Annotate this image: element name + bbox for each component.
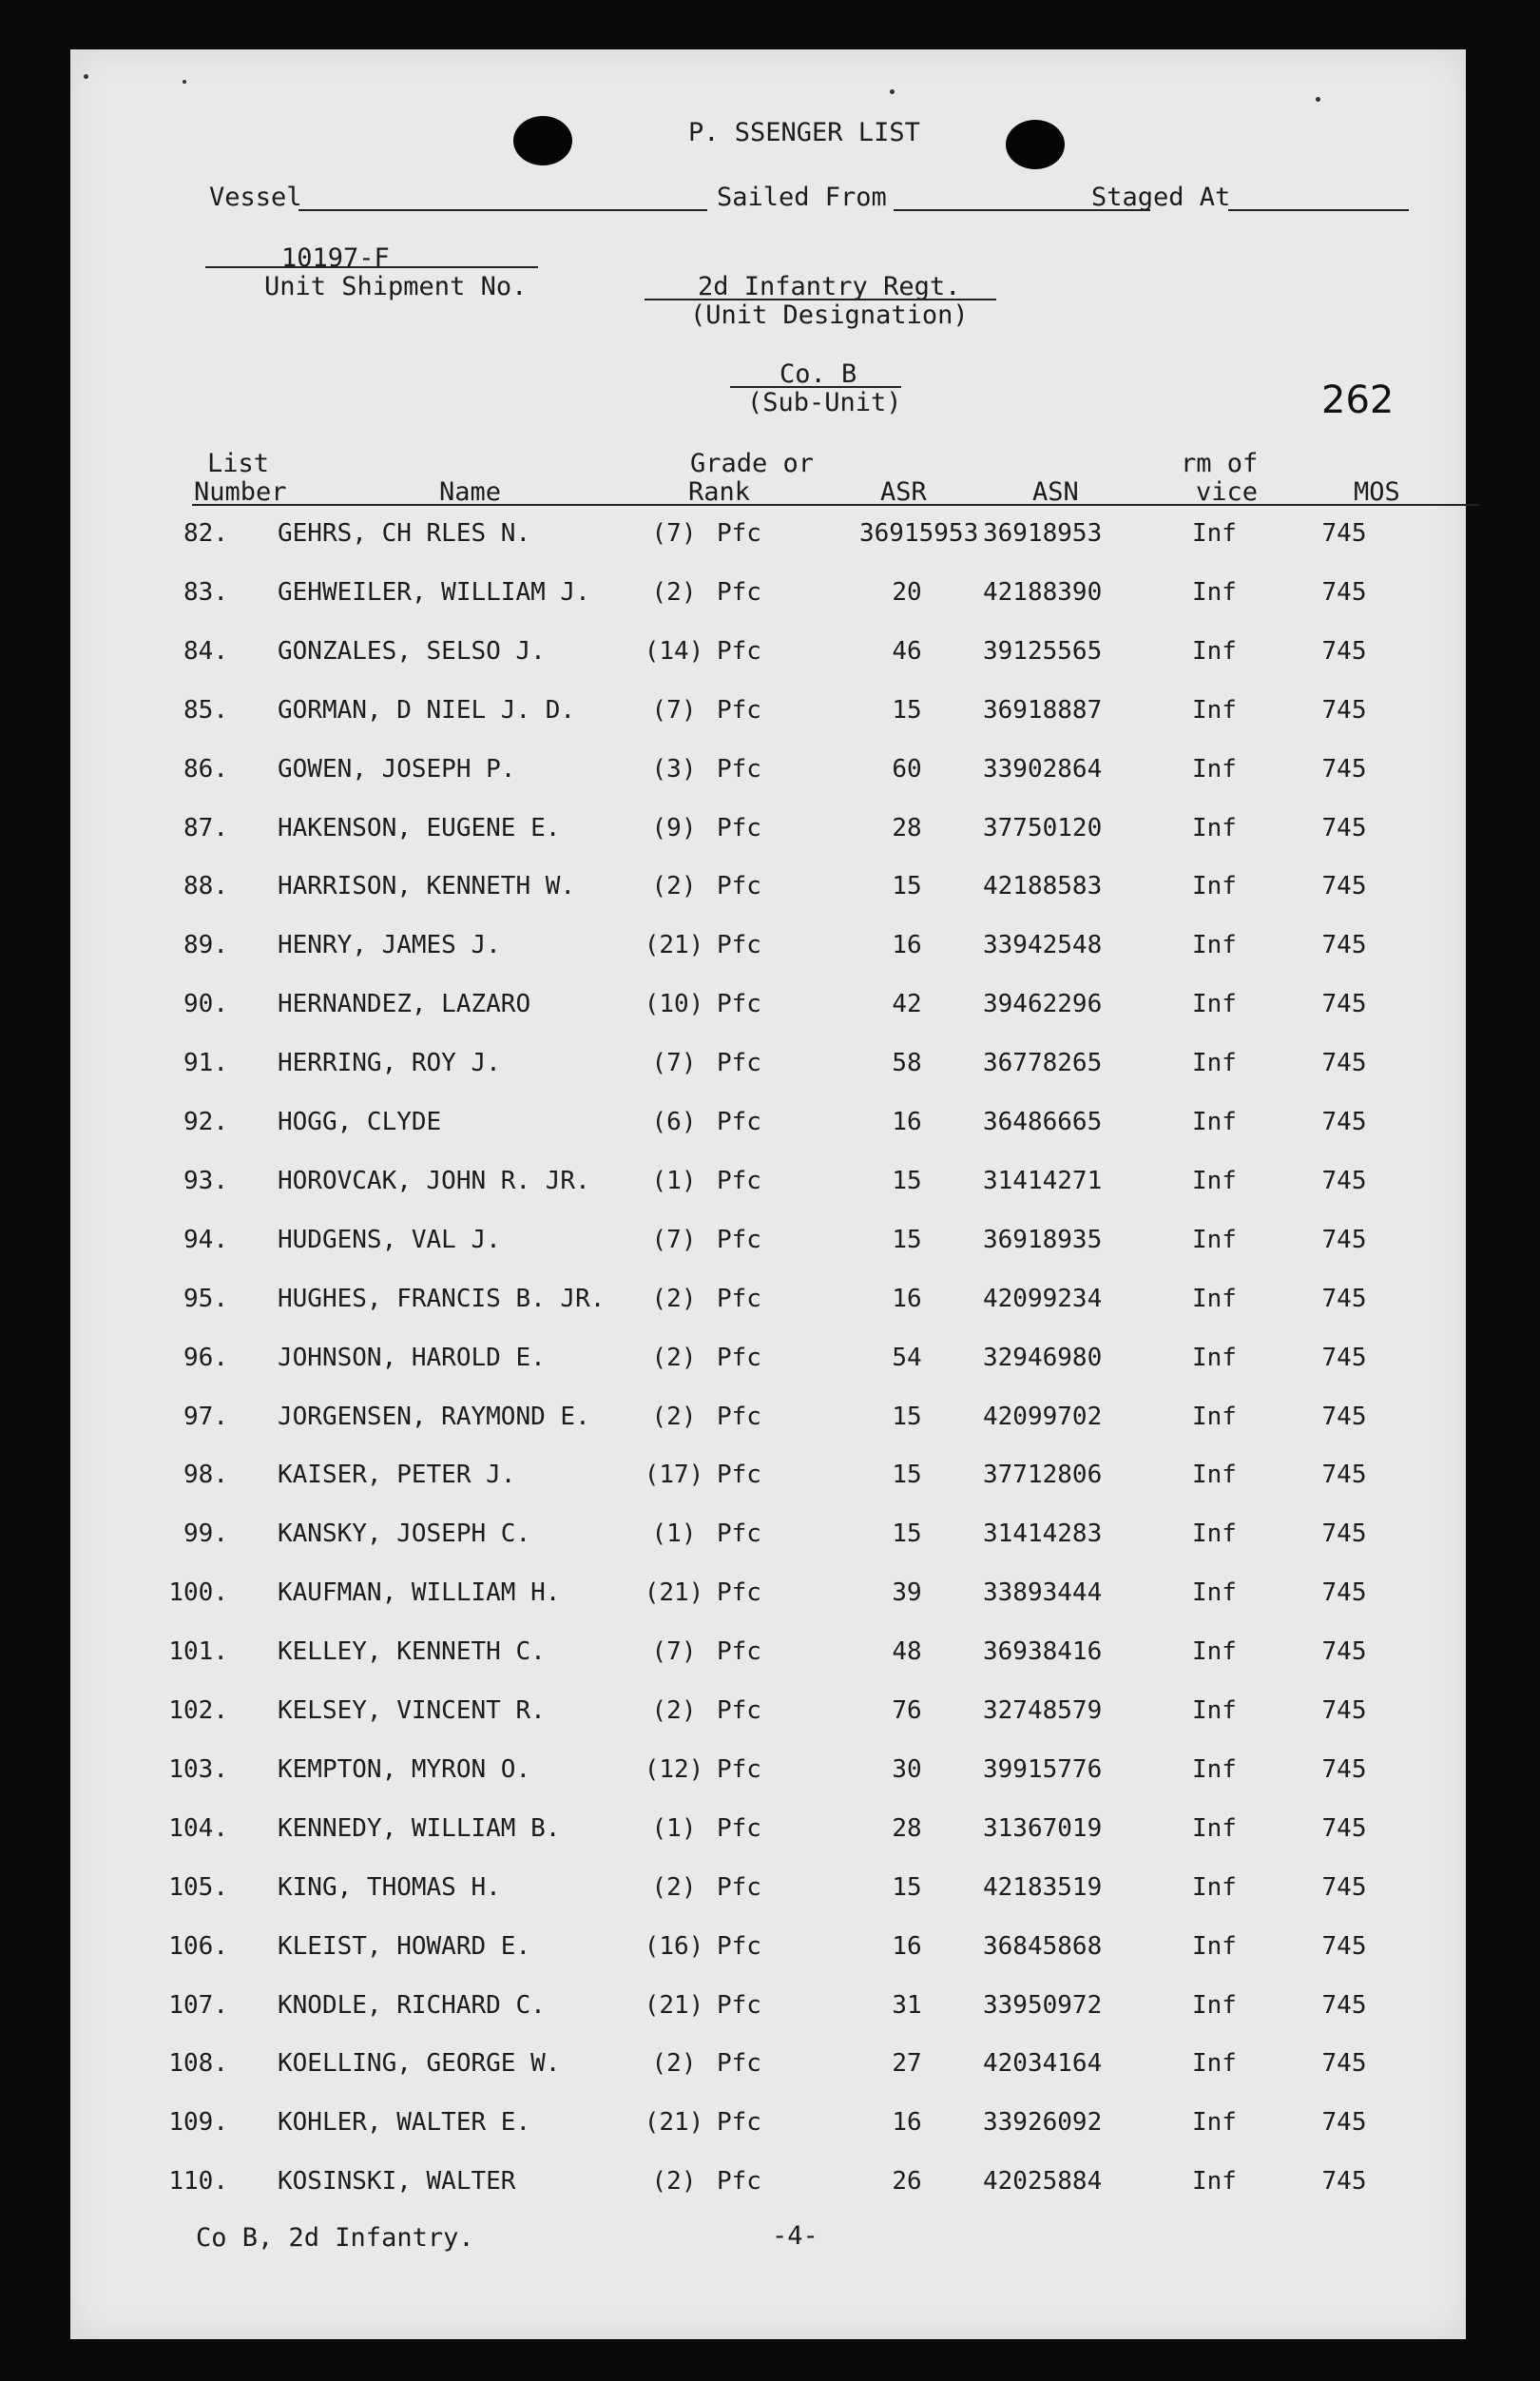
row-rank: Pfc (717, 1578, 761, 1608)
row-grade: (1) (651, 1813, 697, 1843)
row-number: 107. (168, 1990, 228, 2020)
row-number: 82. (183, 519, 228, 548)
row-mos: 745 (1321, 931, 1367, 960)
row-rank: Pfc (717, 1696, 761, 1725)
row-grade: (12) (644, 1754, 704, 1784)
row-rank: Pfc (717, 1872, 761, 1902)
row-mos: 745 (1321, 1461, 1367, 1490)
row-grade: (2) (651, 1696, 697, 1725)
row-asr: 30 (892, 1754, 922, 1784)
row-rank: Pfc (717, 577, 761, 607)
table-row (70, 1226, 1466, 1285)
col-list-number-2: Number (194, 477, 287, 507)
col-grade-1: Grade or (690, 449, 815, 478)
row-mos: 745 (1321, 990, 1367, 1019)
row-name: GEHWEILER, WILLIAM J. (278, 577, 590, 607)
sailed-from-label: Sailed From (717, 183, 887, 212)
unit-designation-label: (Unit Designation) (690, 300, 969, 330)
row-grade: (2) (651, 1284, 697, 1313)
row-asn: 42099234 (983, 1284, 1103, 1313)
row-grade: (2) (651, 577, 697, 607)
row-arm: Inf (1192, 1637, 1237, 1667)
row-asn: 33926092 (983, 2108, 1103, 2138)
row-number: 106. (168, 1931, 228, 1961)
row-arm: Inf (1192, 1813, 1237, 1843)
col-mos: MOS (1354, 477, 1400, 507)
row-asn: 37712806 (983, 1461, 1103, 1490)
row-mos: 745 (1321, 1754, 1367, 1784)
row-grade: (1) (651, 1166, 697, 1195)
row-mos: 745 (1321, 1578, 1367, 1608)
row-arm: Inf (1192, 813, 1237, 842)
row-name: HENRY, JAMES J. (278, 931, 501, 960)
row-arm: Inf (1192, 2167, 1237, 2197)
row-asn: 33893444 (983, 1578, 1103, 1608)
row-asr: 16 (892, 1108, 922, 1136)
table-row (70, 696, 1466, 755)
row-rank: Pfc (717, 2049, 761, 2079)
table-row (70, 1167, 1466, 1226)
row-grade: (21) (644, 931, 704, 960)
row-number: 85. (183, 695, 228, 725)
row-asn: 39915776 (983, 1754, 1103, 1784)
row-number: 103. (168, 1754, 228, 1784)
table-row (70, 519, 1466, 578)
row-grade: (2) (651, 2049, 697, 2079)
row-name: HOROVCAK, JOHN R. JR. (278, 1166, 590, 1195)
speck (183, 80, 186, 84)
row-arm: Inf (1192, 1520, 1237, 1549)
row-number: 109. (168, 2108, 228, 2138)
row-number: 110. (168, 2167, 228, 2197)
row-asn: 36918953 (983, 519, 1103, 548)
table-row (70, 1520, 1466, 1578)
row-rank: Pfc (717, 519, 761, 548)
row-mos: 745 (1321, 1813, 1367, 1843)
row-grade: (7) (651, 1637, 697, 1667)
row-grade: (7) (651, 1225, 697, 1254)
table-row (70, 1755, 1466, 1814)
row-mos: 745 (1321, 2108, 1367, 2138)
row-name: KOELLING, GEORGE W. (278, 2049, 561, 2079)
row-asn: 39125565 (983, 636, 1103, 666)
shipment-label: Unit Shipment No. (264, 272, 528, 301)
row-asr: 15 (892, 695, 922, 725)
row-asr: 27 (892, 2049, 922, 2079)
row-number: 104. (168, 1813, 228, 1843)
table-row (70, 2167, 1466, 2226)
table-row (70, 1991, 1466, 2050)
col-asn: ASN (1032, 477, 1079, 507)
shipment-line (205, 266, 538, 268)
row-mos: 745 (1321, 2167, 1367, 2197)
row-asr: 48 (892, 1637, 922, 1667)
row-number: 96. (183, 1343, 228, 1372)
row-asn: 42034164 (983, 2049, 1103, 2079)
row-grade: (9) (651, 813, 697, 842)
row-mos: 745 (1321, 1284, 1367, 1313)
row-asn: 42188390 (983, 577, 1103, 607)
row-asn: 31414271 (983, 1166, 1103, 1195)
row-asn: 33950972 (983, 1990, 1103, 2020)
row-number: 93. (183, 1166, 228, 1195)
table-row (70, 1049, 1466, 1108)
table-row (70, 1696, 1466, 1755)
document-page (70, 49, 1466, 2339)
punch-hole (1006, 120, 1065, 169)
row-asn: 37750120 (983, 813, 1103, 842)
row-rank: Pfc (717, 1637, 761, 1667)
footer-unit: Co B, 2d Infantry. (196, 2223, 474, 2253)
row-grade: (7) (651, 519, 697, 548)
row-rank: Pfc (717, 1754, 761, 1784)
row-number: 89. (183, 931, 228, 960)
footer-page-number: -4- (772, 2221, 818, 2251)
row-arm: Inf (1192, 1284, 1237, 1313)
row-rank: Pfc (717, 813, 761, 842)
row-grade: (10) (644, 990, 704, 1019)
row-grade: (21) (644, 2108, 704, 2138)
row-number: 99. (183, 1520, 228, 1549)
row-asr: 28 (892, 1813, 922, 1843)
speck (890, 89, 895, 94)
row-number: 105. (168, 1872, 228, 1902)
row-grade: (17) (644, 1461, 704, 1490)
row-arm: Inf (1192, 1872, 1237, 1902)
row-grade: (7) (651, 1049, 697, 1078)
row-number: 90. (183, 990, 228, 1019)
col-list-number-1: List (207, 449, 270, 478)
row-asr: 16 (892, 1931, 922, 1961)
row-arm: Inf (1192, 1696, 1237, 1725)
row-mos: 745 (1321, 1931, 1367, 1961)
row-grade: (21) (644, 1990, 704, 2020)
row-grade: (21) (644, 1578, 704, 1608)
row-mos: 745 (1321, 636, 1367, 666)
row-arm: Inf (1192, 1461, 1237, 1490)
row-mos: 745 (1321, 1049, 1367, 1078)
row-asr: 15 (892, 1402, 922, 1431)
row-name: GONZALES, SELSO J. (278, 636, 546, 666)
table-row (70, 2049, 1466, 2108)
row-rank: Pfc (717, 2167, 761, 2197)
row-rank: Pfc (717, 1284, 761, 1313)
row-asr: 42 (892, 990, 922, 1019)
table-row (70, 1932, 1466, 1991)
row-rank: Pfc (717, 1990, 761, 2020)
row-mos: 745 (1321, 1520, 1367, 1549)
row-mos: 745 (1321, 2049, 1367, 2079)
row-asn: 36938416 (983, 1637, 1103, 1667)
row-arm: Inf (1192, 1049, 1237, 1078)
row-asr: 26 (892, 2167, 922, 2197)
row-arm: Inf (1192, 1578, 1237, 1608)
row-name: HUGHES, FRANCIS B. JR. (278, 1284, 606, 1313)
row-name: KLEIST, HOWARD E. (278, 1931, 531, 1961)
row-number: 91. (183, 1049, 228, 1078)
row-arm: Inf (1192, 1931, 1237, 1961)
row-name: KOHLER, WALTER E. (278, 2108, 531, 2138)
row-mos: 745 (1321, 519, 1367, 548)
row-asn: 33902864 (983, 754, 1103, 784)
table-row (70, 814, 1466, 873)
table-row (70, 1873, 1466, 1932)
row-arm: Inf (1192, 1108, 1237, 1136)
row-asn: 39462296 (983, 990, 1103, 1019)
row-name: KOSINSKI, WALTER (278, 2167, 516, 2197)
table-row (70, 1578, 1466, 1637)
row-mos: 745 (1321, 1402, 1367, 1431)
row-mos: 745 (1321, 1637, 1367, 1667)
row-name: GORMAN, D NIEL J. D. (278, 695, 576, 725)
row-asn: 36778265 (983, 1049, 1103, 1078)
sub-unit: Co. B (780, 359, 857, 389)
row-arm: Inf (1192, 519, 1237, 548)
row-grade: (2) (651, 872, 697, 901)
row-arm: Inf (1192, 2049, 1237, 2079)
row-arm: Inf (1192, 577, 1237, 607)
staged-at-label: Staged At (1091, 183, 1231, 212)
row-rank: Pfc (717, 1520, 761, 1549)
row-grade: (7) (651, 695, 697, 725)
row-asn: 42183519 (983, 1872, 1103, 1902)
row-name: KENNEDY, WILLIAM B. (278, 1813, 561, 1843)
row-rank: Pfc (717, 1931, 761, 1961)
row-asr: 60 (892, 754, 922, 784)
row-name: HAKENSON, EUGENE E. (278, 813, 561, 842)
row-mos: 745 (1321, 813, 1367, 842)
row-asr: 16 (892, 1284, 922, 1313)
row-rank: Pfc (717, 990, 761, 1019)
row-number: 98. (183, 1461, 228, 1490)
row-asn: 36918935 (983, 1225, 1103, 1254)
col-name: Name (439, 477, 502, 507)
row-name: JOHNSON, HAROLD E. (278, 1343, 546, 1372)
row-number: 84. (183, 636, 228, 666)
row-grade: (2) (651, 1872, 697, 1902)
list-title: P. SSENGER LIST (688, 118, 920, 147)
row-asr: 15 (892, 1520, 922, 1549)
row-rank: Pfc (717, 931, 761, 960)
row-asr: 16 (892, 2108, 922, 2138)
col-grade-2: Rank (688, 477, 751, 507)
row-name: KAISER, PETER J. (278, 1461, 516, 1490)
table-row (70, 755, 1466, 814)
table-row (70, 1344, 1466, 1403)
row-rank: Pfc (717, 636, 761, 666)
row-asr: 58 (892, 1049, 922, 1078)
row-number: 88. (183, 872, 228, 901)
row-asr: 76 (892, 1696, 922, 1725)
row-asn: 42025884 (983, 2167, 1103, 2197)
row-grade: (16) (644, 1931, 704, 1961)
row-asr: 28 (892, 813, 922, 842)
row-rank: Pfc (717, 1402, 761, 1431)
row-mos: 745 (1321, 1990, 1367, 2020)
table-row (70, 1814, 1466, 1873)
row-number: 101. (168, 1637, 228, 1667)
row-arm: Inf (1192, 1754, 1237, 1784)
row-asr: 15 (892, 872, 922, 901)
row-rank: Pfc (717, 1343, 761, 1372)
row-grade: (14) (644, 636, 704, 666)
row-name: KELLEY, KENNETH C. (278, 1637, 546, 1667)
row-number: 97. (183, 1402, 228, 1431)
row-mos: 745 (1321, 695, 1367, 725)
row-rank: Pfc (717, 1461, 761, 1490)
vessel-label: Vessel (209, 183, 302, 212)
row-grade: (3) (651, 754, 697, 784)
row-name: HARRISON, KENNETH W. (278, 872, 576, 901)
row-asr: 15 (892, 1166, 922, 1195)
row-name: KAUFMAN, WILLIAM H. (278, 1578, 561, 1608)
row-arm: Inf (1192, 1990, 1237, 2020)
row-arm: Inf (1192, 1343, 1237, 1372)
table-row (70, 931, 1466, 990)
row-mos: 745 (1321, 1225, 1367, 1254)
row-arm: Inf (1192, 695, 1237, 725)
row-number: 95. (183, 1284, 228, 1313)
page-stamp: 262 (1321, 378, 1395, 422)
row-arm: Inf (1192, 872, 1237, 901)
row-asn: 32946980 (983, 1343, 1103, 1372)
row-arm: Inf (1192, 636, 1237, 666)
vessel-line (298, 209, 707, 211)
row-arm: Inf (1192, 931, 1237, 960)
row-grade: (2) (651, 2167, 697, 2197)
row-name: GEHRS, CH RLES N. (278, 519, 531, 548)
punch-hole (513, 116, 572, 165)
shipment-number: 10197-F (281, 243, 390, 273)
row-grade: (2) (651, 1402, 697, 1431)
row-rank: Pfc (717, 1049, 761, 1078)
row-rank: Pfc (717, 1108, 761, 1136)
col-asr: ASR (880, 477, 927, 507)
row-number: 102. (168, 1696, 228, 1725)
row-number: 108. (168, 2049, 228, 2079)
row-name: HOGG, CLYDE (278, 1108, 442, 1136)
row-rank: Pfc (717, 1813, 761, 1843)
row-asn: 31367019 (983, 1813, 1103, 1843)
row-arm: Inf (1192, 1225, 1237, 1254)
row-number: 92. (183, 1108, 228, 1136)
row-rank: Pfc (717, 2108, 761, 2138)
table-row (70, 1403, 1466, 1462)
row-arm: Inf (1192, 1166, 1237, 1195)
row-asr: 46 (892, 636, 922, 666)
table-row (70, 872, 1466, 931)
row-arm: Inf (1192, 754, 1237, 784)
row-number: 86. (183, 754, 228, 784)
row-name: KELSEY, VINCENT R. (278, 1696, 546, 1725)
row-asn: 36486665 (983, 1108, 1103, 1136)
table-row (70, 1637, 1466, 1696)
unit-designation: 2d Infantry Regt. (698, 272, 961, 301)
row-rank: Pfc (717, 1166, 761, 1195)
row-name: KNODLE, RICHARD C. (278, 1990, 546, 2020)
row-name: KEMPTON, MYRON O. (278, 1754, 531, 1784)
row-rank: Pfc (717, 1225, 761, 1254)
row-asr: 15 (892, 1872, 922, 1902)
row-name: HERRING, ROY J. (278, 1049, 501, 1078)
header-rule (192, 504, 1479, 506)
row-rank: Pfc (717, 754, 761, 784)
row-name: JORGENSEN, RAYMOND E. (278, 1402, 590, 1431)
row-mos: 745 (1321, 577, 1367, 607)
row-asr: 54 (892, 1343, 922, 1372)
row-asn: 33942548 (983, 931, 1103, 960)
row-asr: 16 (892, 931, 922, 960)
row-asr: 36915953 (859, 519, 979, 548)
row-name: KING, THOMAS H. (278, 1872, 501, 1902)
row-asn: 36918887 (983, 695, 1103, 725)
row-grade: (2) (651, 1343, 697, 1372)
row-name: GOWEN, JOSEPH P. (278, 754, 516, 784)
row-mos: 745 (1321, 1343, 1367, 1372)
col-arm-1: rm of (1181, 449, 1259, 478)
table-row (70, 2108, 1466, 2167)
row-mos: 745 (1321, 1166, 1367, 1195)
row-number: 83. (183, 577, 228, 607)
table-row (70, 637, 1466, 696)
row-asr: 39 (892, 1578, 922, 1608)
row-mos: 745 (1321, 1108, 1367, 1136)
speck (84, 74, 88, 79)
row-number: 100. (168, 1578, 228, 1608)
row-asn: 32748579 (983, 1696, 1103, 1725)
row-asn: 42099702 (983, 1402, 1103, 1431)
row-grade: (1) (651, 1520, 697, 1549)
row-asr: 31 (892, 1990, 922, 2020)
row-number: 94. (183, 1225, 228, 1254)
row-asn: 31414283 (983, 1520, 1103, 1549)
row-asn: 36845868 (983, 1931, 1103, 1961)
row-arm: Inf (1192, 1402, 1237, 1431)
row-mos: 745 (1321, 1872, 1367, 1902)
staged-at-line (1228, 209, 1409, 211)
table-row (70, 1461, 1466, 1520)
table-row (70, 578, 1466, 637)
col-arm-2: vice (1196, 477, 1259, 507)
speck (1316, 97, 1320, 102)
row-rank: Pfc (717, 872, 761, 901)
row-name: HUDGENS, VAL J. (278, 1225, 501, 1254)
table-row (70, 1285, 1466, 1344)
row-asn: 42188583 (983, 872, 1103, 901)
sub-unit-label: (Sub-Unit) (747, 388, 902, 417)
row-mos: 745 (1321, 754, 1367, 784)
row-mos: 745 (1321, 1696, 1367, 1725)
row-grade: (6) (651, 1108, 697, 1136)
row-asr: 15 (892, 1461, 922, 1490)
row-name: KANSKY, JOSEPH C. (278, 1520, 531, 1549)
table-row (70, 990, 1466, 1049)
row-mos: 745 (1321, 872, 1367, 901)
row-arm: Inf (1192, 2108, 1237, 2138)
row-name: HERNANDEZ, LAZARO (278, 990, 531, 1019)
row-asr: 20 (892, 577, 922, 607)
table-row (70, 1108, 1466, 1167)
row-rank: Pfc (717, 695, 761, 725)
row-number: 87. (183, 813, 228, 842)
row-arm: Inf (1192, 990, 1237, 1019)
row-asr: 15 (892, 1225, 922, 1254)
